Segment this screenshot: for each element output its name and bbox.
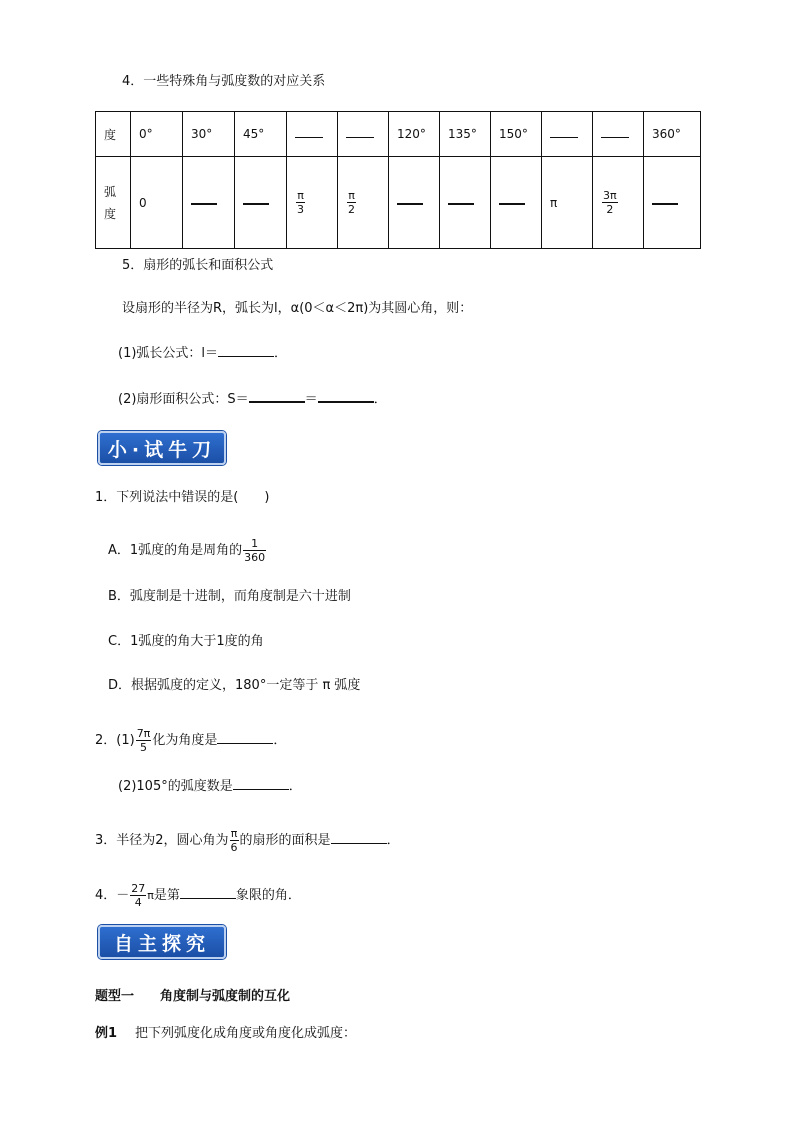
answer-blank[interactable] bbox=[318, 389, 374, 403]
answer-blank[interactable] bbox=[601, 127, 629, 138]
radian-cell bbox=[338, 157, 389, 249]
radian-blank-cell bbox=[440, 157, 491, 249]
fraction-27-over-4: $\frac{27}{4}$ bbox=[131, 882, 146, 909]
answer-blank[interactable] bbox=[233, 777, 289, 790]
degree-cell: 360° bbox=[644, 112, 701, 157]
question-3: 3．半径为2，圆心角为 $\frac{\pi}{6}$ 的扇形的面积是 ． bbox=[95, 827, 400, 854]
degree-row bbox=[96, 112, 701, 157]
radian-cell bbox=[287, 157, 338, 249]
problem-type-1-title: 题型一 角度制与弧度制的互化 bbox=[95, 989, 291, 1004]
arc-length-formula: (1)弧长公式：l＝ ． bbox=[118, 346, 288, 361]
section-banner-explore: 自主探究 bbox=[98, 925, 226, 959]
section-banner-practice: 小·试牛刀 bbox=[98, 431, 226, 465]
answer-blank[interactable] bbox=[652, 202, 678, 205]
degree-cell: 45° bbox=[235, 112, 287, 157]
question-2-part-1: 2．(1) $\frac{7\pi}{5}$ 化为角度是 ． bbox=[95, 727, 287, 754]
fraction-pi-over-3: $\frac{\pi}{3}$ bbox=[297, 189, 304, 216]
fraction-pi-over-2: $\frac{\pi}{2}$ bbox=[348, 189, 355, 216]
answer-blank[interactable] bbox=[550, 127, 578, 138]
fraction-3pi-over-2: $\frac{3\pi}{2}$ bbox=[603, 189, 617, 216]
answer-blank[interactable] bbox=[191, 202, 217, 205]
fraction-pi-over-6: $\frac{\pi}{6}$ bbox=[230, 827, 238, 854]
answer-blank[interactable] bbox=[218, 344, 274, 357]
sector-area-formula: (2)扇形面积公式：S＝ ＝ ． bbox=[118, 389, 387, 409]
fraction-7pi-over-5: $\frac{7\pi}{5}$ bbox=[136, 727, 151, 754]
degree-cell: 150° bbox=[491, 112, 542, 157]
answer-blank[interactable] bbox=[217, 731, 273, 744]
radian-cell: 0 bbox=[131, 157, 183, 249]
question-1-stem: 1．下列说法中错误的是( ) bbox=[95, 490, 270, 505]
question-2-part-2: (2)105°的弧度数是 ． bbox=[118, 779, 302, 794]
section-4-title: 4．一些特殊角与弧度数的对应关系 bbox=[122, 74, 326, 89]
degree-cell: 0° bbox=[131, 112, 183, 157]
radian-blank-cell bbox=[491, 157, 542, 249]
degree-blank-cell bbox=[593, 112, 644, 157]
example-1-text: 把下列弧度化成角度或角度化成弧度： bbox=[135, 1026, 357, 1041]
degree-cell: 135° bbox=[440, 112, 491, 157]
example-1-label: 例1 bbox=[95, 1026, 118, 1041]
angle-radian-table bbox=[95, 111, 701, 249]
answer-blank[interactable] bbox=[448, 202, 474, 205]
degree-blank-cell bbox=[338, 112, 389, 157]
fraction-1-over-360: $\frac{1}{360}$ bbox=[244, 537, 266, 564]
answer-blank[interactable] bbox=[249, 389, 305, 403]
section-5-description: 设扇形的半径为R，弧长为l，α(0＜α＜2π)为其圆心角，则： bbox=[122, 301, 473, 316]
radian-blank-cell bbox=[644, 157, 701, 249]
radian-blank-cell bbox=[183, 157, 235, 249]
example-1 bbox=[95, 1025, 356, 1043]
radian-cell bbox=[593, 157, 644, 249]
degree-cell: 30° bbox=[183, 112, 235, 157]
question-1-option-b[interactable]: B．弧度制是十进制，而角度制是六十进制 bbox=[108, 589, 351, 604]
question-1-option-a[interactable]: A．1弧度的角是周角的 $\frac{1}{360}$ bbox=[108, 537, 266, 564]
radian-blank-cell bbox=[235, 157, 287, 249]
answer-blank[interactable] bbox=[243, 202, 269, 205]
answer-blank[interactable] bbox=[346, 127, 374, 138]
answer-blank[interactable] bbox=[499, 202, 525, 205]
answer-blank[interactable] bbox=[180, 886, 236, 899]
degree-cell: 120° bbox=[389, 112, 440, 157]
radian-cell: π bbox=[542, 157, 593, 249]
degree-blank-cell bbox=[287, 112, 338, 157]
question-1-option-c[interactable]: C．1弧度的角大于1度的角 bbox=[108, 634, 264, 649]
radian-blank-cell bbox=[389, 157, 440, 249]
radian-row bbox=[96, 157, 701, 249]
section-5-title: 5．扇形的弧长和面积公式 bbox=[122, 258, 274, 273]
degree-blank-cell bbox=[542, 112, 593, 157]
degree-header: 度 bbox=[96, 112, 131, 157]
answer-blank[interactable] bbox=[295, 127, 323, 138]
radian-header: 弧 度 bbox=[96, 157, 131, 249]
answer-blank[interactable] bbox=[397, 202, 423, 205]
question-1-option-d[interactable]: D．根据弧度的定义，180°一定等于 π 弧度 bbox=[108, 678, 361, 693]
answer-blank[interactable] bbox=[331, 831, 387, 844]
question-4: 4．－ $\frac{27}{4}$ π是第 象限的角． bbox=[95, 882, 301, 909]
